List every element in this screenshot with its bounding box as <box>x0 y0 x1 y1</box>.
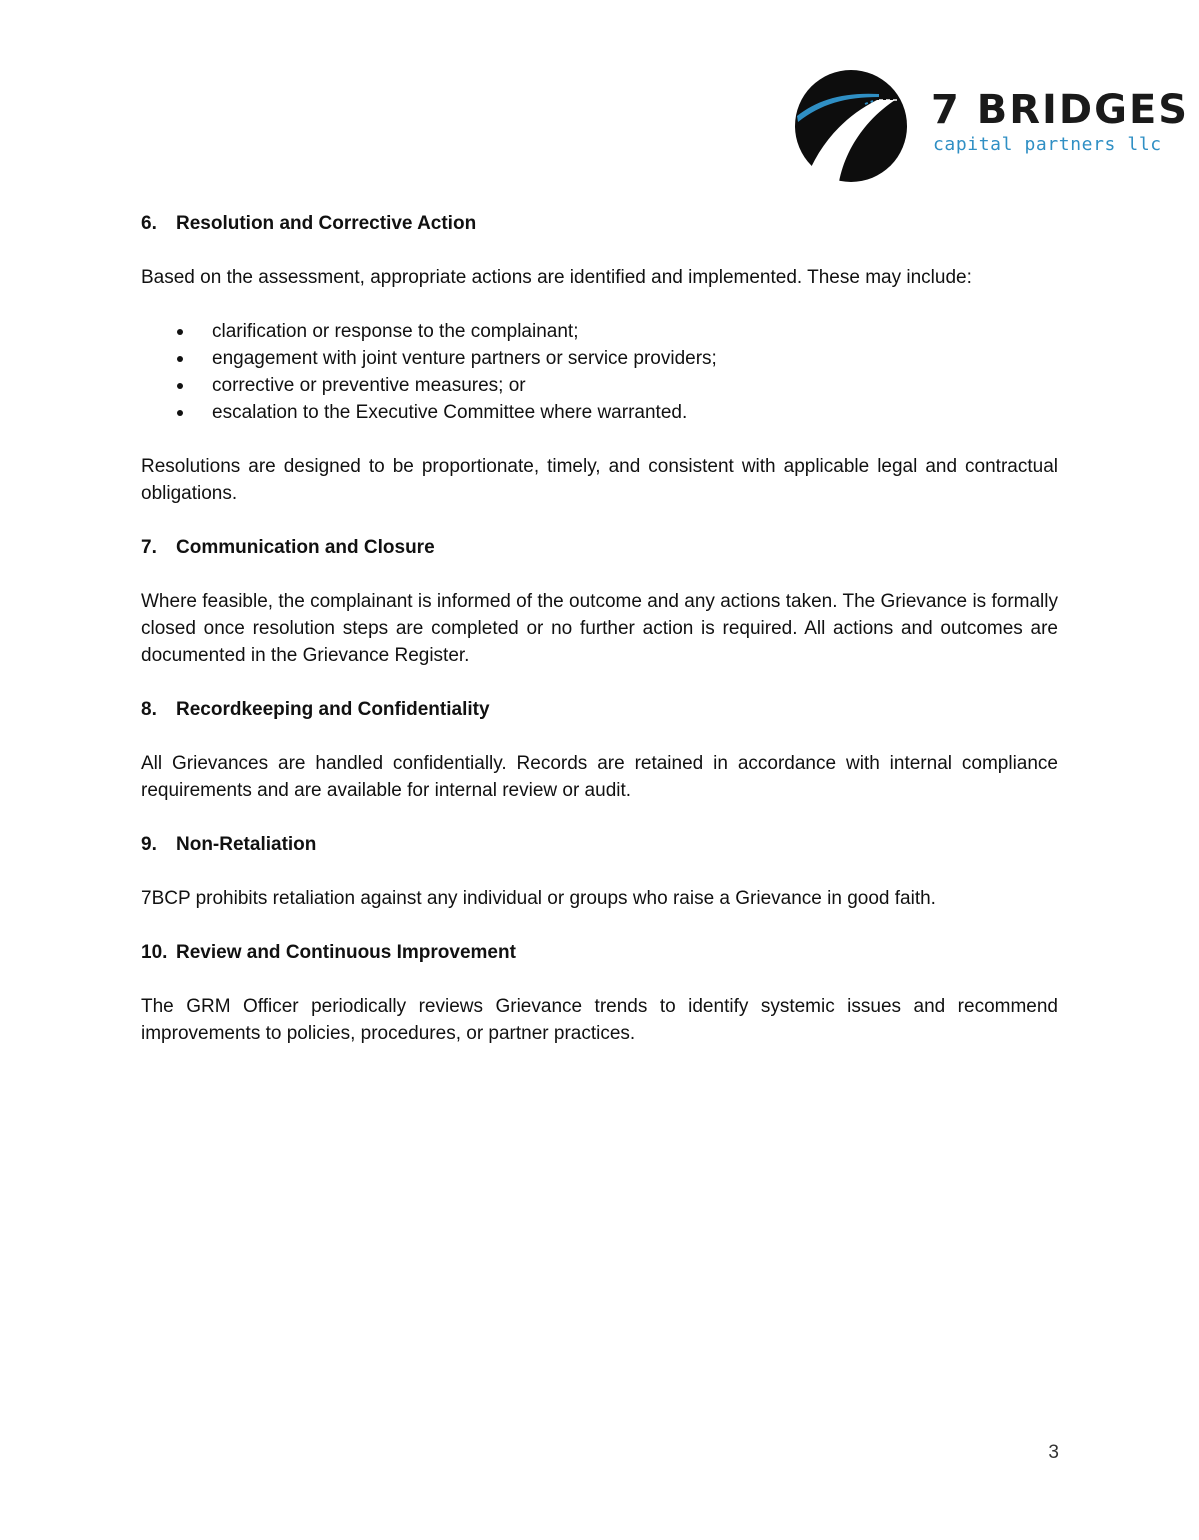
section-paragraph: Based on the assessment, appropriate actions are identified and implemented. These may include: <box>141 267 972 288</box>
section-paragraph: The GRM Officer periodically reviews Grievance trends to identify systemic issues and recommend improvements to policies, procedures, or partner practices. <box>141 996 1058 1044</box>
section-heading-7 <box>141 534 1058 561</box>
section-paragraph: Where feasible, the complainant is informed of the outcome and any actions taken. The Grievance is formally closed once resolution steps are completed or no further action is required. All actions and outcomes are documented in the Grievance Register. <box>141 591 1058 666</box>
bullet-icon <box>177 356 183 362</box>
section-title: Communication and Closure <box>176 537 435 558</box>
bullet-icon <box>177 383 183 389</box>
section-title: Review and Continuous Improvement <box>176 942 516 963</box>
section-paragraph: 7BCP prohibits retaliation against any individual or groups who raise a Grievance in good faith. <box>141 888 936 909</box>
section-title: Non-Retaliation <box>176 834 317 855</box>
list-item: escalation to the Executive Committee where warranted. <box>141 399 1058 426</box>
bullet-icon <box>177 329 183 335</box>
document-body <box>141 210 1058 1047</box>
bullet-icon <box>177 410 183 416</box>
action-list <box>141 318 1058 426</box>
company-logo <box>795 70 1190 182</box>
section-number: 7. <box>141 537 157 558</box>
logo-subtitle: capital partners llc <box>933 134 1162 155</box>
section-title: Recordkeeping and Confidentiality <box>176 699 490 720</box>
section-heading-9 <box>141 831 1058 858</box>
section-number: 9. <box>141 834 157 855</box>
section-heading-6 <box>141 210 1058 237</box>
section-number: 10. <box>141 942 168 963</box>
list-item: engagement with joint venture partners or service providers; <box>141 345 1058 372</box>
bridge-road-icon <box>795 70 907 182</box>
list-item: clarification or response to the complainant; <box>141 318 1058 345</box>
section-paragraph: Resolutions are designed to be proportionate, timely, and consistent with applicable legal and contractual obligations. <box>141 456 1058 504</box>
section-heading-10 <box>141 939 1058 966</box>
logo-title: 7 BRIDGES <box>931 87 1190 133</box>
section-number: 6. <box>141 213 157 234</box>
section-heading-8 <box>141 696 1058 723</box>
section-title: Resolution and Corrective Action <box>176 213 477 234</box>
page-number: 3 <box>1048 1442 1059 1463</box>
list-item: corrective or preventive measures; or <box>141 372 1058 399</box>
section-paragraph: All Grievances are handled confidentially. Records are retained in accordance with internal compliance requirements and are available for internal review or audit. <box>141 753 1058 801</box>
section-number: 8. <box>141 699 157 720</box>
